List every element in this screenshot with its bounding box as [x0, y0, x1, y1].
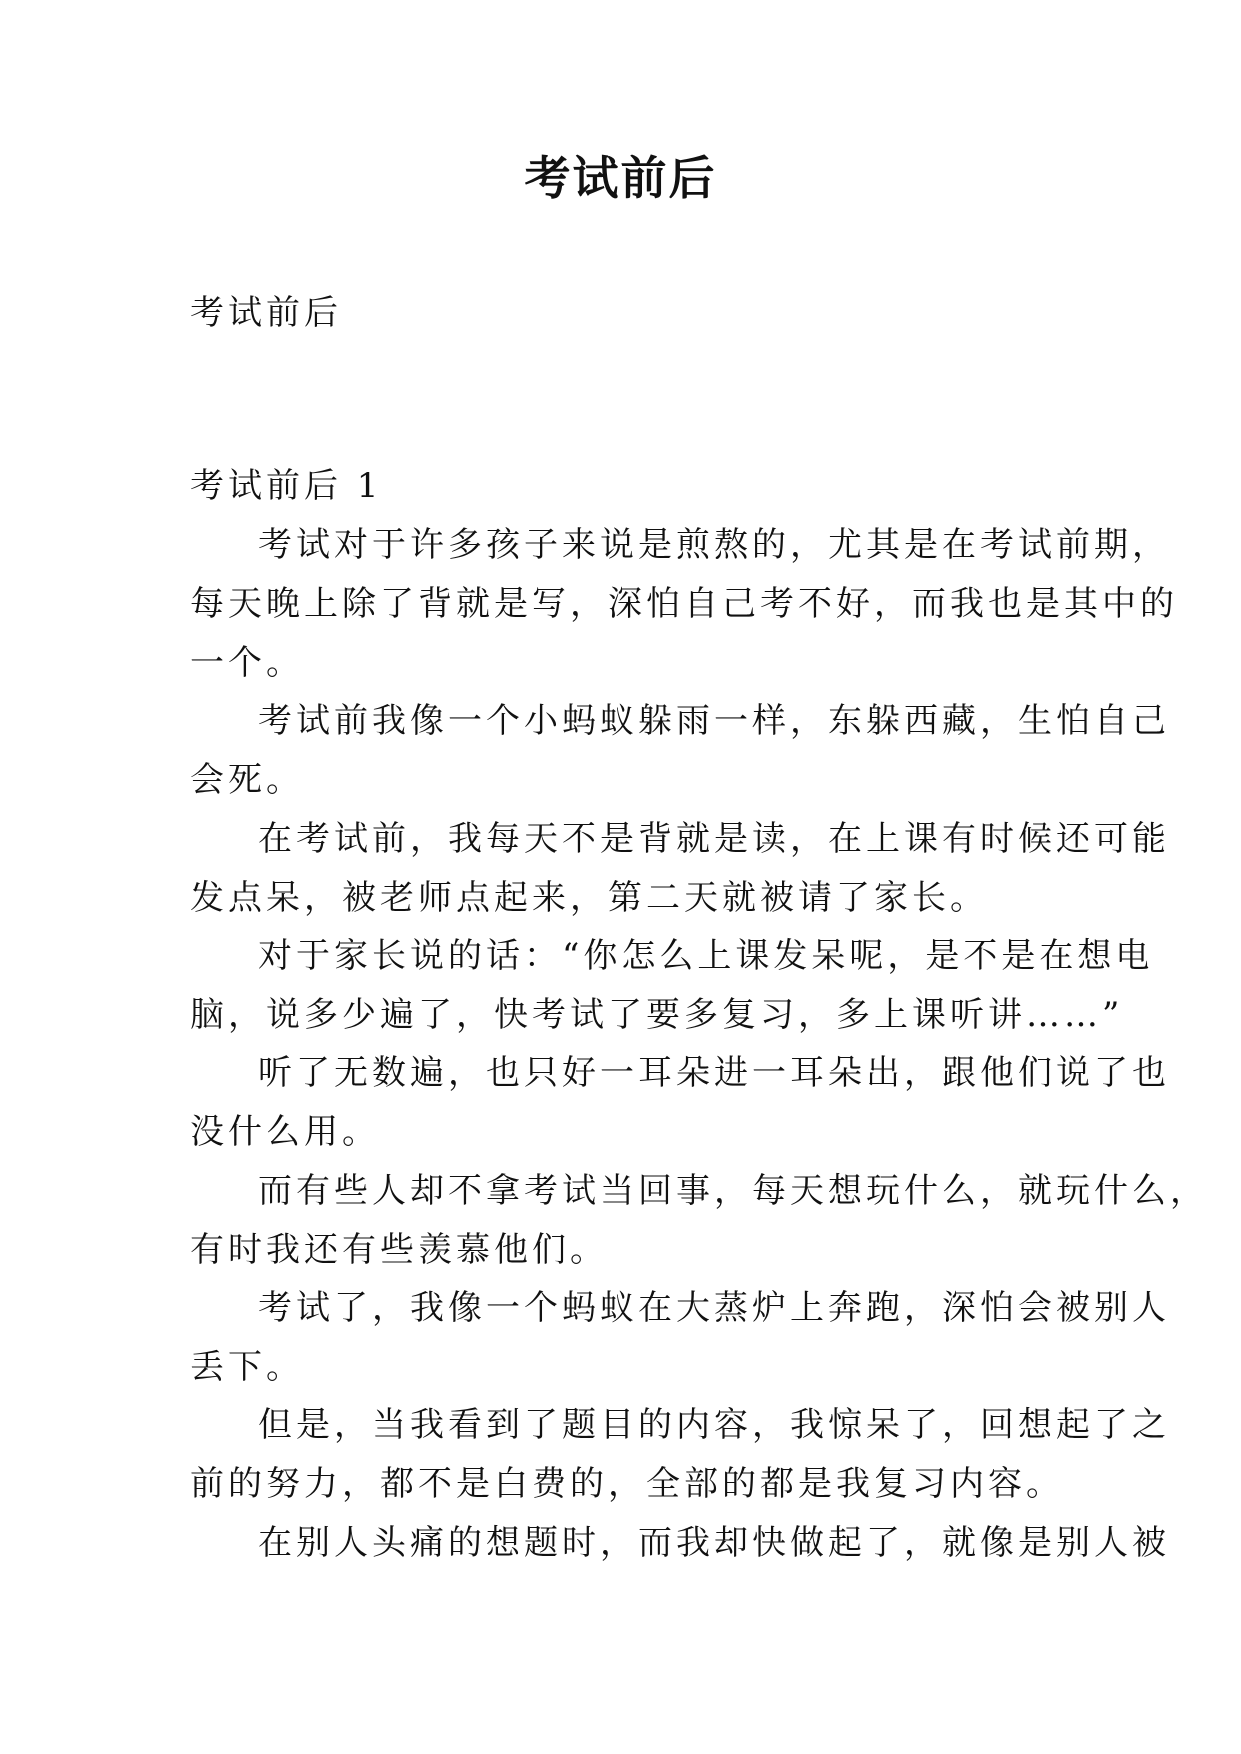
paragraph-line: 有时我还有些羡慕他们。: [190, 1230, 608, 1270]
document-subtitle: 考试前后: [190, 293, 342, 333]
paragraph-line: 而有些人却不拿考试当回事，每天想玩什么，就玩什么，: [258, 1171, 1208, 1211]
paragraph-line: 会死。: [190, 760, 304, 800]
paragraph-line: 对于家长说的话：“你怎么上课发呆呢，是不是在想电: [258, 936, 1154, 976]
paragraph-line: 前的努力，都不是白费的，全部的都是我复习内容。: [190, 1464, 1064, 1504]
paragraph-line: 听了无数遍，也只好一耳朵进一耳朵出，跟他们说了也: [258, 1053, 1170, 1093]
paragraph-line: 每天晚上除了背就是写，深怕自己考不好，而我也是其中的: [190, 584, 1178, 624]
paragraph-line: 考试了，我像一个蚂蚁在大蒸炉上奔跑，深怕会被别人: [258, 1288, 1170, 1328]
paragraph-line: 脑，说多少遍了，快考试了要多复习，多上课听讲……”: [190, 995, 1124, 1035]
paragraph-line: 丢下。: [190, 1347, 304, 1387]
paragraph-line: 但是，当我看到了题目的内容，我惊呆了，回想起了之: [258, 1405, 1170, 1445]
paragraph-line: 发点呆，被老师点起来，第二天就被请了家长。: [190, 878, 988, 918]
document-title: 考试前后: [524, 151, 717, 205]
paragraph-line: 一个。: [190, 643, 304, 683]
paragraph-line: 在别人头痛的想题时，而我却快做起了，就像是别人被: [258, 1523, 1170, 1563]
paragraph-line: 在考试前，我每天不是背就是读，在上课有时候还可能: [258, 819, 1170, 859]
paragraph-line: 考试对于许多孩子来说是煎熬的，尤其是在考试前期，: [258, 525, 1170, 565]
section-heading: 考试前后 1: [190, 466, 383, 506]
paragraph-line: 考试前我像一个小蚂蚁躲雨一样，东躲西藏，生怕自己: [258, 701, 1170, 741]
paragraph-line: 没什么用。: [190, 1112, 380, 1152]
